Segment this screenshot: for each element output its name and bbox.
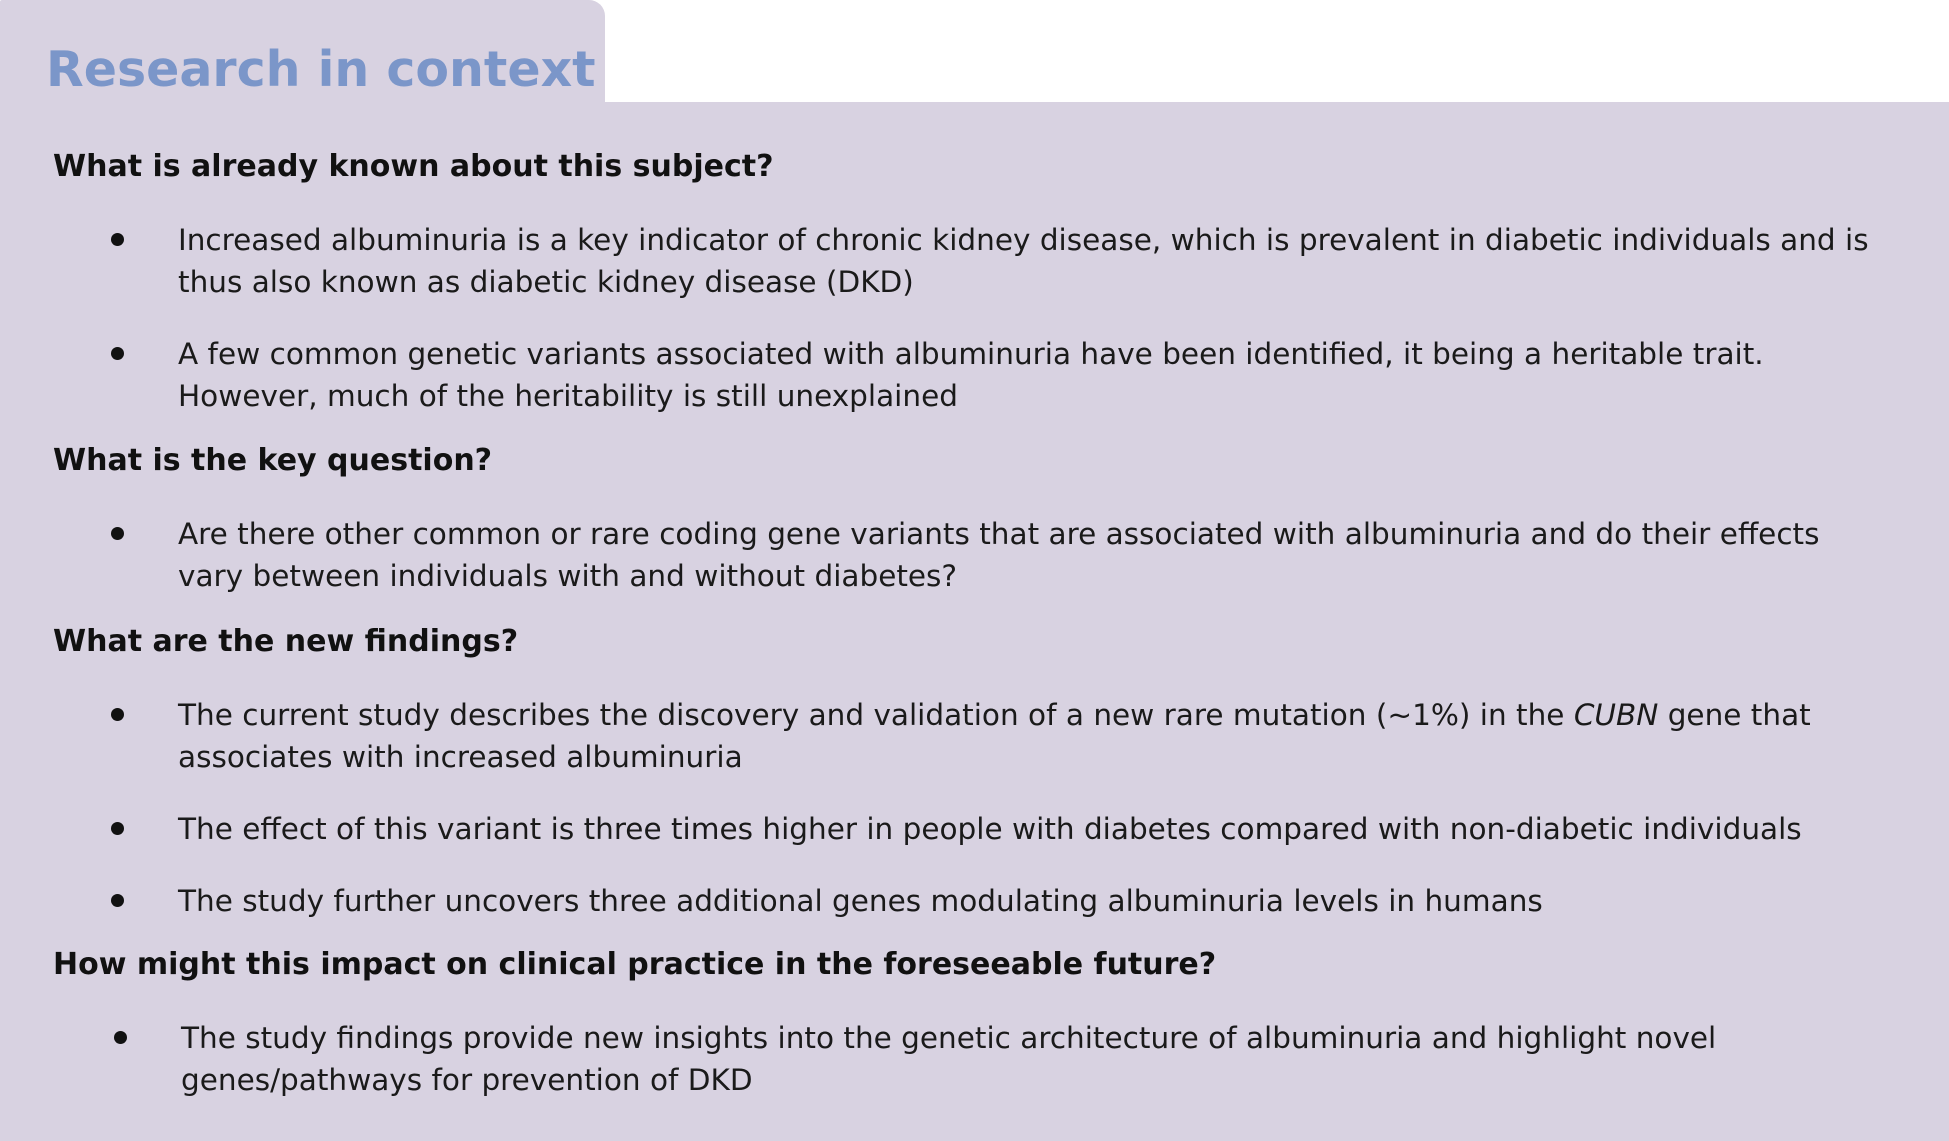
list-item <box>0 333 1949 417</box>
bullet-text: Are there other common or rare coding gene variants that are associated with albuminuria and do their effects vary between individuals with and without diabetes? <box>178 517 1820 593</box>
section-key-question <box>0 441 1949 593</box>
bullet-text: A few common genetic variants associated with albuminuria have been identified, it being a heritable trait. However, much of the heritability is still unexplained <box>178 337 1764 413</box>
section-heading: What is already known about this subject? <box>53 149 774 184</box>
research-in-context-panel <box>0 102 1949 1141</box>
bullet-text: The effect of this variant is three times higher in people with diabetes compared with non-diabetic individuals <box>178 812 1802 846</box>
bullet-icon <box>111 822 124 835</box>
section-heading: What are the new findings? <box>53 624 519 659</box>
section-heading: How might this impact on clinical practice in the foreseeable future? <box>53 947 1217 982</box>
list-item <box>0 219 1949 303</box>
box-title: Research in context <box>46 41 596 98</box>
section-clinical-impact <box>0 945 1949 1097</box>
bullet-icon <box>111 894 124 907</box>
list-item <box>0 513 1949 597</box>
gene-name: CUBN <box>1573 698 1659 732</box>
list-item <box>0 808 1949 850</box>
list-item <box>0 1017 1949 1101</box>
bullet-text <box>178 694 1889 778</box>
bullet-text: The study further uncovers three additional genes modulating albuminuria levels in humans <box>178 884 1543 918</box>
bullet-icon <box>111 708 124 721</box>
bullet-text: Increased albuminuria is a key indicator of chronic kidney disease, which is prevalent in diabetic individuals and is thus also known as diabetic kidney disease (DKD) <box>178 223 1869 299</box>
list-item <box>0 694 1949 778</box>
list-item <box>0 880 1949 922</box>
bullet-text-before: The current study describes the discovery and validation of a new rare mutation (~1%) in the <box>178 698 1574 732</box>
section-heading: What is the key question? <box>53 443 493 478</box>
bullet-text-after: gene that associates with increased albuminuria <box>178 698 1811 774</box>
section-new-findings <box>0 622 1949 918</box>
bullet-text: The study findings provide new insights into the genetic architecture of albuminuria and highlight novel genes/pathways for prevention of DKD <box>181 1021 1717 1097</box>
section-already-known <box>0 147 1949 413</box>
bullet-icon <box>114 1031 127 1044</box>
bullet-icon <box>111 233 124 246</box>
bullet-icon <box>111 347 124 360</box>
bullet-icon <box>111 527 124 540</box>
